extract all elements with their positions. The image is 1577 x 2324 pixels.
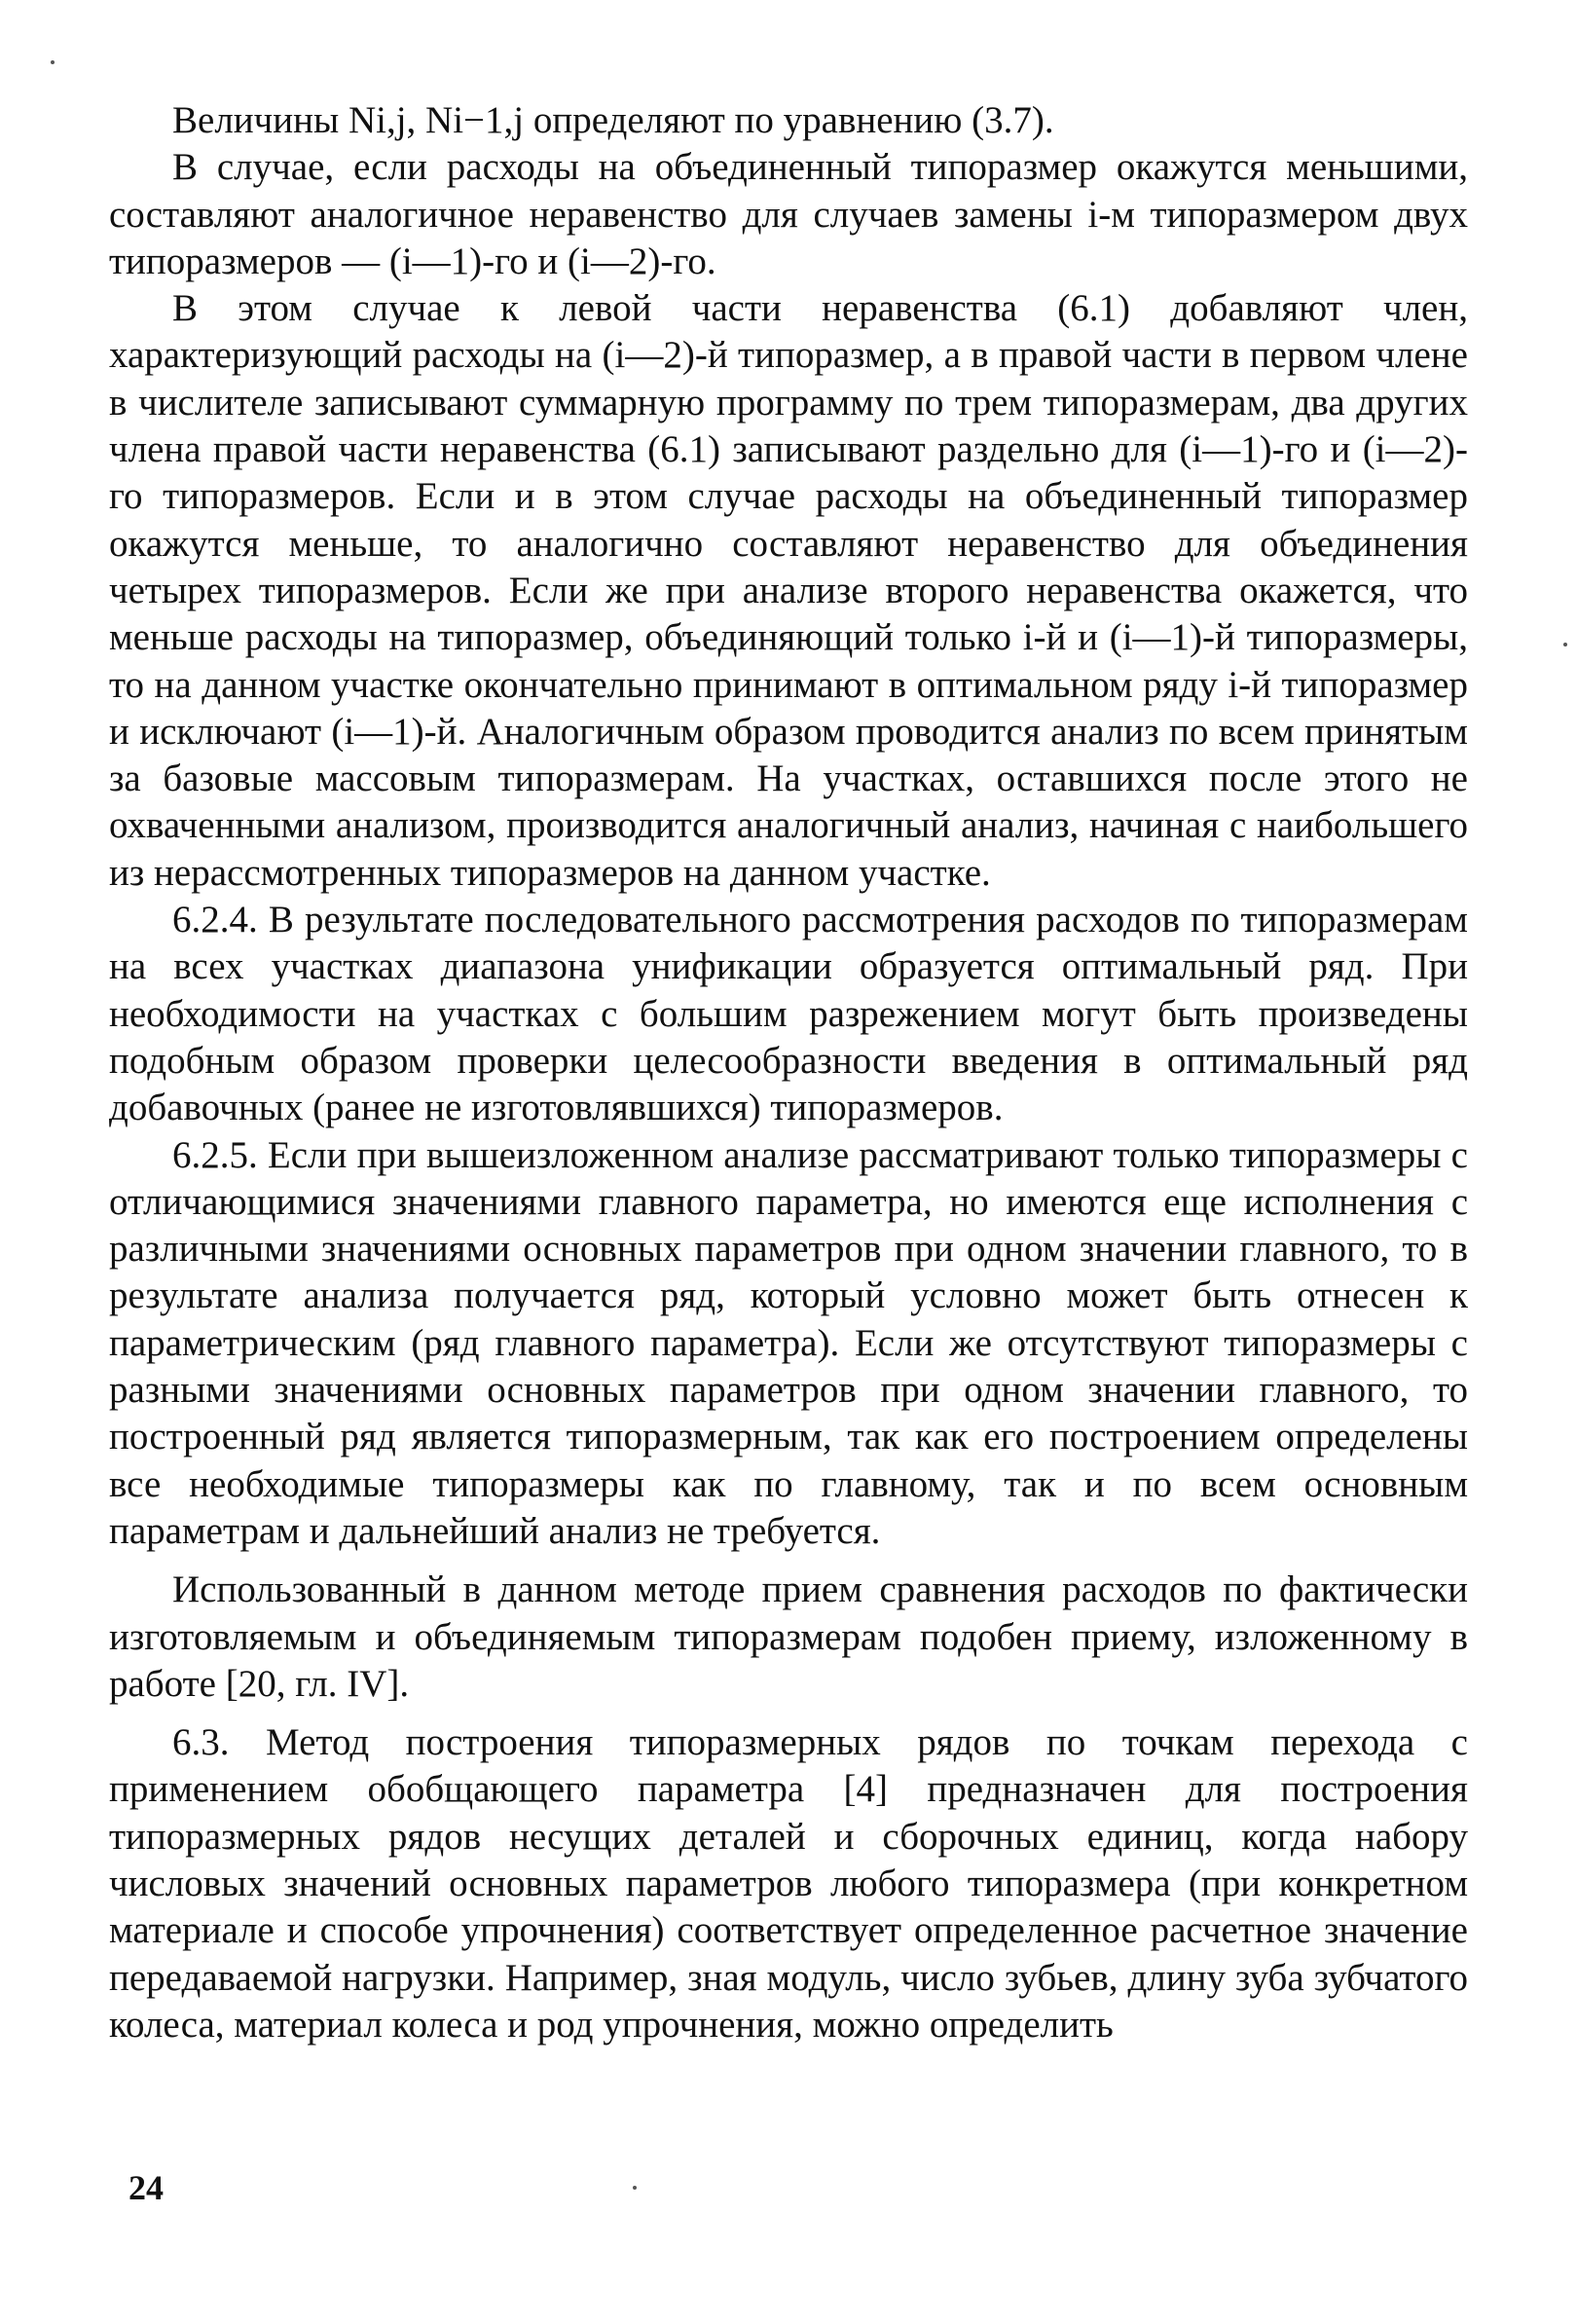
page-number: 24 [128, 2168, 164, 2207]
paragraph-7: 6.3. Метод построения типоразмерных рядов по точкам перехода с применением обобщающего параметра [4] предназначен для построения типоразмерных рядов несущих деталей и сборочных единиц, когда набору числовых значений основных параметров любого типоразмера (при конкретном материале и способе упрочнения) соответствует определенное расчетное значение передаваемой нагрузки. Например, зная модуль, число зубьев, длину зуба зубчатого колеса, материал колеса и род упрочнения, можно определить [109, 1721, 1468, 2046]
paragraph-2: В случае, если расходы на объединенный типоразмер окажутся меньшими, составляют аналогичное неравенство для случаев замены i-м типоразмером двух типоразмеров — (i—1)-го и (i—2)-го. [109, 146, 1468, 282]
paragraph-3: В этом случае к левой части неравенства (6.1) добавляют член, характеризующий расходы на (i—2)-й типоразмер, а в правой части в первом члене в числителе записывают суммарную программу по трем типоразмерам, два других члена правой части неравенства (6.1) записывают раздельно для (i—1)-го и (i—2)-го типоразмеров. Если и в этом случае расходы на объединенный типоразмер окажутся меньше, то аналогично составляют неравенство для объединения четырех типоразмеров. Если же при анализе второго неравенства окажется, что меньше расходы на типоразмер, объединяющий только i-й и (i—1)-й типоразмеры, то на данном участке окончательно принимают в оптимальном ряду i-й типоразмер и исключают (i—1)-й. Аналогичным образом проводится анализ по всем принятым за базовые массовым типоразмерам. На участках, оставшихся после этого не охваченными анализом, производится аналогичный анализ, начиная с наибольшего из нерассмотренных типоразмеров на данном участке. [109, 287, 1468, 894]
scan-speck [633, 2186, 637, 2190]
scan-speck [51, 60, 55, 64]
page-body [109, 97, 1468, 2269]
paragraph-1: Величины Ni,j, Ni−1,j определяют по уравнению (3.7). [172, 99, 1054, 141]
paragraph-4: 6.2.4. В результате последовательного рассмотрения расходов по типоразмерам на всех участках диапазона унификации образуется оптимальный ряд. При необходимости на участках с большим разрежением могут быть произведены подобным образом проверки целесообразности введения в оптимальный ряд добавочных (ранее не изготовлявшихся) типоразмеров. [109, 899, 1468, 1129]
paragraph-6: Использованный в данном методе прием сравнения расходов по фактически изготовляемым и объединяемым типоразмерам подобен приему, изложенному в работе [20, гл. IV]. [109, 1568, 1468, 1705]
scan-speck [1563, 643, 1567, 646]
paragraph-5: 6.2.5. Если при вышеизложенном анализе рассматривают только типоразмеры с отличающимися значениями главного параметра, но имеются еще исполнения с различными значениями основных параметров при одном значении главного, то в результате анализа получается ряд, который условно может быть отнесен к параметрическим (ряд главного параметра). Если же отсутствуют типоразмеры с разными значениями основных параметров при одном значении главного, то построенный ряд является типоразмерным, так как его построением определены все необходимые типоразмеры как по главному, так и по всем основным параметрам и дальнейший анализ не требуется. [109, 1133, 1468, 1552]
